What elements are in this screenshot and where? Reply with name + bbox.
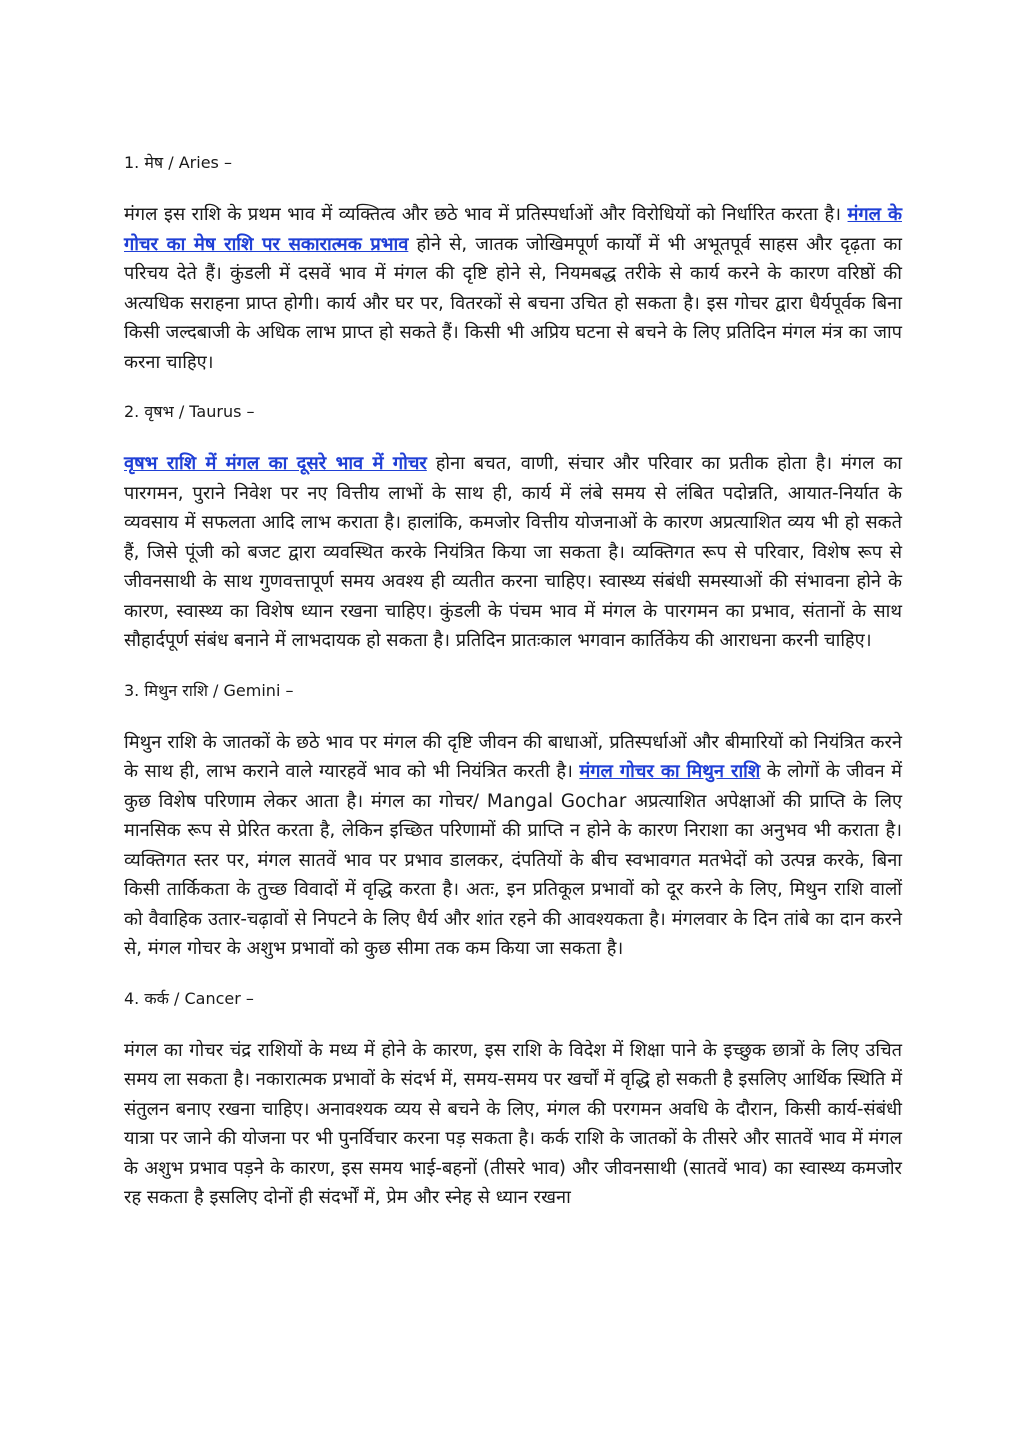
paragraph-text: मंगल का गोचर चंद्र राशियों के मध्य में होने के कारण, इस राशि के विदेश में शिक्षा पाने के इच्छुक छात्रों के लिए उचित समय ला सकता है। नकारात्मक प्रभावों के संदर्भ में, समय-समय पर खर्चों में वृद्धि हो सकती है इसलिए आर्थिक स्थिति में संतुलन बनाए रखना चाहिए। अनावश्यक व्यय से बचने के लिए, मंगल की परगमन अवधि के दौरान, किसी कार्य-संबंधी यात्रा पर जाने की योजना पर भी पुनर्विचार करना पड़ सकता है। कर्क राशि के जातकों के तीसरे और सातवें भाव में मंगल के अशुभ प्रभाव पड़ने के कारण, इस समय भाई-बहनों (तीसरे भाव) और जीवनसाथी (सातवें भाव) का स्वास्थ्य कमजोर रह सकता है इसलिए दोनों ही संदर्भों में, प्रेम और स्नेह से ध्यान रखना: [124, 1039, 902, 1208]
document-page: [124, 148, 902, 1233]
paragraph-text: होना बचत, वाणी, संचार और परिवार का प्रतीक होता है। मंगल का पारगमन, पुराने निवेश पर नए वित्तीय लाभों के साथ ही, कार्य में लंबे समय से लंबित पदोन्नति, आयात-निर्यात के व्यवसाय में सफलता आदि लाभ कराता है। हालांकि, कमजोर वित्तीय योजनाओं के कारण अप्रत्याशित व्यय भी हो सकते हैं, जिसे पूंजी को बजट द्वारा व्यवस्थित करके नियंत्रित किया जा सकता है। व्यक्तिगत रूप से परिवार, विशेष रूप से जीवनसाथी के साथ गुणवत्तापूर्ण समय अवश्य ही व्यतीत करना चाहिए। स्वास्थ्य संबंधी समस्याओं की संभावना होने के कारण, स्वास्थ्य का विशेष ध्यान रखना चाहिए। कुंडली के पंचम भाव में मंगल के पारगमन का प्रभाव, संतानों के साथ सौहार्दपूर्ण संबंध बनाने में लाभदायक हो सकता है। प्रतिदिन प्रातःकाल भगवान कार्तिकेय की आराधना करनी चाहिए।: [124, 453, 902, 651]
section-paragraph-aries: [124, 200, 902, 377]
section-heading-aries: 1. मेष / Aries –: [124, 153, 232, 172]
paragraph-text: मिथुन राशि के जातकों के छठे भाव पर मंगल की दृष्टि जीवन की बाधाओं, प्रतिस्पर्धाओं और बीमारियों को नियंत्रित करने के साथ ही, लाभ कराने वाले ग्यारहवें भाव को भी नियंत्रित करती है।: [124, 731, 902, 782]
paragraph-text: के लोगों के जीवन में कुछ विशेष परिणाम लेकर आता है। मंगल का गोचर/ Mangal Gochar अप्रत्याशित अपेक्षाओं की प्राप्ति के लिए मानसिक रूप से प्रेरित करता है, लेकिन इच्छित परिणामों की प्राप्ति न होने के कारण निराशा का अनुभव भी कराता है। व्यक्तिगत स्तर पर, मंगल सातवें भाव पर प्रभाव डालकर, दंपतियों के बीच स्वभावगत मतभेदों को उत्पन्न करके, बिना किसी तार्किकता के तुच्छ विवादों में वृद्धि करता है। अतः, इन प्रतिकूल प्रभावों को दूर करने के लिए, मिथुन राशि वालों को वैवाहिक उतार-चढ़ावों से निपटने के लिए धैर्य और शांत रहने की आवश्यकता है। मंगलवार के दिन तांबे का दान करने से, मंगल गोचर के अशुभ प्रभावों को कुछ सीमा तक कम किया जा सकता है।: [124, 761, 903, 959]
paragraph-text: होने से, जातक जोखिमपूर्ण कार्यों में भी अभूतपूर्व साहस और दृढ़ता का परिचय देते हैं। कुंडली में दसवें भाव में मंगल की दृष्टि होने से, नियमबद्ध तरीके से कार्य करने के कारण वरिष्ठों की अत्यधिक सराहना प्राप्त होगी। कार्य और घर पर, वितरकों से बचना उचित हो सकता है। इस गोचर द्वारा धैर्यपूर्वक बिना किसी जल्दबाजी के अधिक लाभ प्राप्त हो सकते हैं। किसी भी अप्रिय घटना से बचने के लिए प्रतिदिन मंगल मंत्र का जाप करना चाहिए।: [124, 233, 903, 373]
section-heading-cancer: 4. कर्क / Cancer –: [124, 988, 254, 1008]
section-paragraph-gemini: [124, 728, 902, 964]
section-heading-taurus: 2. वृषभ / Taurus –: [124, 402, 255, 421]
section-paragraph-cancer: [124, 1036, 902, 1213]
taurus-transit-link[interactable]: वृषभ राशि में मंगल का दूसरे भाव में गोचर: [124, 453, 427, 474]
paragraph-text: मंगल इस राशि के प्रथम भाव में व्यक्तित्व और छठे भाव में प्रतिस्पर्धाओं और विरोधियों को निर्धारित करता है।: [124, 204, 848, 225]
section-paragraph-taurus: [124, 449, 902, 656]
aries-transit-link[interactable]: मंगल के गोचर का मेष राशि पर सकारात्मक प्रभाव: [124, 204, 902, 255]
section-heading-gemini: 3. मिथुन राशि / Gemini –: [124, 680, 294, 700]
gemini-transit-link[interactable]: मंगल गोचर का मिथुन राशि: [579, 761, 761, 782]
